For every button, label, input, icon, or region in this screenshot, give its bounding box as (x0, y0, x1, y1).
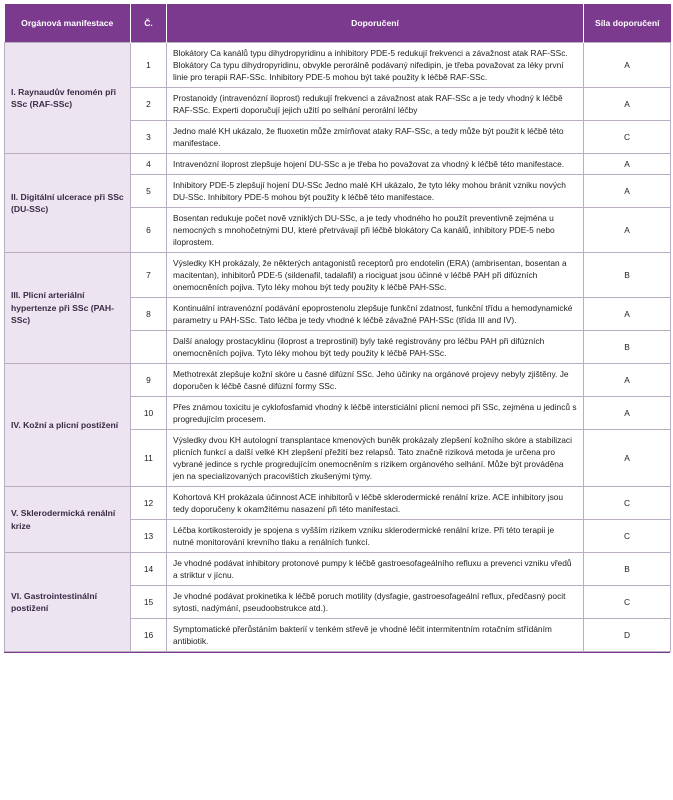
manifestation-cell: V. Sklerodermická renální krize (5, 487, 131, 553)
recommendation-number: 14 (131, 553, 167, 586)
recommendation-text: Inhibitory PDE-5 zlepšují hojení DU-SSc Jedno malé KH ukázalo, že tyto léky mohou bránit vzniku nových DU-SSc. Inhibitory PDE-5 mohou být použity k léčbě této manifestace. (167, 175, 584, 208)
recommendation-text: Intravenózní iloprost zlepšuje hojení DU-SSc a je třeba ho považovat za vhodný k léčbě této manifestace. (167, 154, 584, 175)
table-row (5, 154, 671, 175)
recommendation-text: Prostanoidy (intravenózní iloprost) redukují frekvenci a závažnost atak RAF-SSc a je tedy vhodný k léčbě RAF-SSc. Experti doporučují jejich užití po selhání perorální léčby (167, 88, 584, 121)
recommendation-strength: A (584, 364, 671, 397)
header-strength: Síla doporučení (584, 4, 671, 43)
recommendation-strength: A (584, 397, 671, 430)
recommendation-strength: B (584, 253, 671, 298)
recommendation-text: Léčba kortikosteroidy je spojena s vyšším rizikem vzniku sklerodermické renální krize. Při této terapii je nutné monitorování krevního tlaku a renálních funkcí. (167, 520, 584, 553)
recommendation-strength: B (584, 331, 671, 364)
recommendation-number: 8 (131, 298, 167, 331)
recommendation-text: Methotrexát zlepšuje kožní skóre u časné difúzní SSc. Jeho účinky na orgánové projevy nebyly zjištěny. Je doporučen k léčbě časné difúzní formy SSc. (167, 364, 584, 397)
manifestation-cell: VI. Gastrointestinální postižení (5, 553, 131, 652)
recommendation-strength: A (584, 208, 671, 253)
recommendation-number: 13 (131, 520, 167, 553)
recommendation-number: 3 (131, 121, 167, 154)
manifestation-cell: IV. Kožní a plicní postižení (5, 364, 131, 487)
recommendation-strength: A (584, 175, 671, 208)
recommendation-text: Je vhodné podávat prokinetika k léčbě poruch motility (dysfagie, gastroesofageální reflux, předčasný pocit sytosti, nadýmání, pseudoobstrukce atd.). (167, 586, 584, 619)
recommendations-table-container (4, 4, 670, 653)
recommendation-text: Výsledky KH prokázaly, že některých antagonistů receptorů pro endotelin (ERA) (ambrisentan, bosentan a macitentan), inhibitorů PDE-5 (sildenafil, tadalafil) a riociguat jsou účinné v léčbě PAH při difúzních onemocněních pojiva. Tyto léky mohou být tedy použity k léčbě PAH-SSc. (167, 253, 584, 298)
recommendation-text: Bosentan redukuje počet nově vzniklých DU-SSc, a je tedy vhodného ho použít preventivně zejména u nemocných s mnohočetnými DU, které přetrvávají při léčbě blokátory Ca kanálů, inhibitory PDE-5 nebo iloprostem. (167, 208, 584, 253)
recommendation-strength: A (584, 298, 671, 331)
recommendation-strength: A (584, 88, 671, 121)
recommendation-number: 15 (131, 586, 167, 619)
table-row (5, 553, 671, 586)
header-number: Č. (131, 4, 167, 43)
recommendation-strength: D (584, 619, 671, 652)
header-row (5, 4, 671, 43)
manifestation-cell: I. Raynaudův fenomén při SSc (RAF-SSc) (5, 43, 131, 154)
recommendation-number: 2 (131, 88, 167, 121)
table-row (5, 487, 671, 520)
recommendation-strength: C (584, 586, 671, 619)
recommendation-text: Kontinuální intravenózní podávání epoprostenolu zlepšuje funkční zdatnost, funkční třídu a hemodynamické parametry u PAH-SSc. Tato léčba je tedy vhodné k léčbě závažné PAH-SSc (třída III and IV). (167, 298, 584, 331)
recommendation-number: 10 (131, 397, 167, 430)
manifestation-cell: III. Plicní arteriální hypertenze při SSc (PAH-SSc) (5, 253, 131, 364)
recommendation-number: 12 (131, 487, 167, 520)
recommendation-text: Přes známou toxicitu je cyklofosfamid vhodný k léčbě intersticiální plicní nemoci při SSc, zejména u jedinců s progredujícím procesem. (167, 397, 584, 430)
recommendation-text: Výsledky dvou KH autologní transplantace kmenových buněk prokázaly zlepšení kožního skóre a stabilizaci plicních funkcí a další velké KH zlepšení přežití bez relapsů. Tato značně riziková metoda je určena pro vybrané jedince s rychle progredujícím onemocněním s rizikem orgánového selhání. Může být prováděna jen na specializovaných pracovištích zkušenými týmy. (167, 430, 584, 487)
recommendation-number (131, 331, 167, 364)
recommendation-text: Kohortová KH prokázala účinnost ACE inhibitorů v léčbě sklerodermické renální krize. ACE inhibitory jsou tedy doporučeny k okamžitému nasazení při této manifestaci. (167, 487, 584, 520)
recommendation-text: Symptomatické přerůstáním bakterií v tenkém střevě je vhodné léčit intermitentním rotačním střídáním antibiotik. (167, 619, 584, 652)
recommendation-number: 7 (131, 253, 167, 298)
recommendation-number: 4 (131, 154, 167, 175)
recommendation-strength: B (584, 553, 671, 586)
table-body (5, 43, 671, 652)
recommendation-strength: C (584, 520, 671, 553)
recommendation-strength: C (584, 121, 671, 154)
recommendation-text: Blokátory Ca kanálů typu dihydropyridinu a inhibitory PDE-5 redukují frekvenci a závažnost atak RAF-SSc. Blokátory Ca typu dihydropyridinu, obvykle perorálně podávaný nifedipin, je třeba považovat za léky první linie pro terapii RAF-SSc. Inhibitory PDE-5 mohou být také použity k léčbě RAF-SSc. (167, 43, 584, 88)
recommendation-number: 6 (131, 208, 167, 253)
recommendation-strength: A (584, 43, 671, 88)
recommendation-strength: C (584, 487, 671, 520)
recommendations-table (4, 4, 671, 652)
recommendation-number: 9 (131, 364, 167, 397)
recommendation-text: Jedno malé KH ukázalo, že fluoxetin může zmírňovat ataky RAF-SSc, a tedy může být použit k léčbě této manifestace. (167, 121, 584, 154)
table-row (5, 253, 671, 298)
manifestation-cell: II. Digitální ulcerace při SSc (DU-SSc) (5, 154, 131, 253)
recommendation-text: Další analogy prostacyklinu (iloprost a treprostinil) byly také registrovány pro léčbu PAH při difúzních onemocněních pojiva. Tyto léky mohou být tedy použity k léčbě PAH-SSc. (167, 331, 584, 364)
recommendation-number: 1 (131, 43, 167, 88)
bottom-divider (4, 652, 670, 653)
recommendation-number: 16 (131, 619, 167, 652)
recommendation-text: Je vhodné podávat inhibitory protonové pumpy k léčbě gastroesofageálního refluxu a prevenci vzniku vředů a striktur v jícnu. (167, 553, 584, 586)
table-row (5, 364, 671, 397)
recommendation-number: 11 (131, 430, 167, 487)
recommendation-strength: A (584, 430, 671, 487)
header-recommendation: Doporučení (167, 4, 584, 43)
recommendation-strength: A (584, 154, 671, 175)
recommendation-number: 5 (131, 175, 167, 208)
table-header (5, 4, 671, 43)
header-manifestation: Orgánová manifestace (5, 4, 131, 43)
table-row (5, 43, 671, 88)
